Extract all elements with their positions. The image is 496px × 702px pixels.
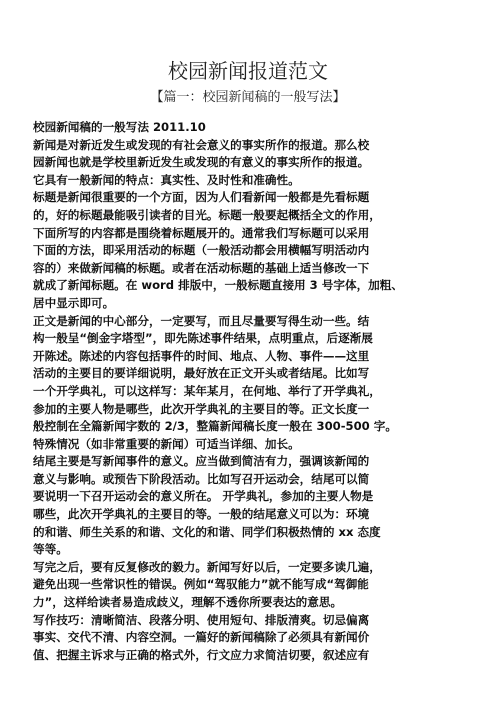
body-line: 等等。	[33, 542, 68, 557]
body-text	[33, 119, 478, 664]
body-line: 校园新闻稿的一般写法 2011.10	[33, 120, 206, 134]
body-line: 下面所写的内容都是围绕着标题展开的。通常我们写标题可以采用	[33, 225, 370, 240]
body-line: 值、把握主诉求与正确的格式外，行文应力求简洁切要，叙述应有	[33, 647, 370, 662]
body-line: 一个开学典礼，可以这样写：某年某月，在何地、举行了开学典礼，	[33, 383, 381, 398]
body-line: 标题是新闻很重要的一个方面，因为人们看新闻一般都是先看标题	[33, 190, 370, 205]
section-heading: 【篇一：校园新闻稿的一般写法】	[150, 90, 346, 105]
body-line: 下面的方法，即采用活动的标题（一般活动都会用横幅写明活动内	[33, 243, 370, 258]
body-line: 特殊情况（如非常重要的新闻）可适当详细、加长。	[33, 436, 300, 451]
body-line: 结尾主要是写新闻事件的意义。应当做到简洁有力，强调该新闻的	[33, 454, 370, 469]
body-line: 避免出现一些常识性的错误。例如“驾驭能力”就不能写成“驾御能	[33, 577, 369, 592]
body-line: 要说明一下召开运动会的意义所在。 开学典礼，参加的主要人物是	[33, 489, 374, 504]
body-line: 就成了新闻标题。在 word 排版中，一般标题直接用 3 号字体，加粗、	[33, 278, 403, 293]
body-line: 构一般呈“倒金字塔型”，即先陈述事件结果，点明重点，后逐渐展	[33, 331, 373, 346]
body-line: 新闻是对新近发生或发现的有社会意义的事实所作的报道。那么校	[33, 137, 370, 152]
body-line: 活动的主要目的要详细说明，最好放在正文开头或者结尾。比如写	[33, 366, 370, 381]
body-line: 的和谐、师生关系的和谐、文化的和谐、同学们积极热情的 xx 态度	[33, 524, 381, 539]
body-line: 哪些，此次开学典礼的主要目的等。一般的结尾意义可以为：环境	[33, 507, 370, 522]
body-line: 它具有一般新闻的特点：真实性、及时性和准确性。	[33, 172, 300, 187]
body-line: 般控制在全篇新闻字数的 2/3，整篇新闻稿长度一般在 300-500 字。	[33, 419, 397, 434]
body-line: 参加的主要人物是哪些，此次开学典礼的主要目的等。正文长度一	[33, 401, 370, 416]
body-line: 的，好的标题最能吸引读者的目光。标题一般要起概括全文的作用，	[33, 207, 381, 222]
body-line: 园新闻也就是学校里新近发生或发现的有意义的事实所作的报道。	[33, 155, 370, 170]
body-line: 容的）来做新闻稿的标题。或者在活动标题的基础上适当修改一下	[33, 260, 370, 275]
body-line: 事实、交代不清、内容空洞。一篇好的新闻稿除了必须具有新闻价	[33, 630, 370, 645]
body-line: 居中显示即可。	[33, 295, 115, 310]
body-line: 力”，这样给读者易造成歧义，理解不透你所要表达的意思。	[33, 595, 343, 610]
body-line: 写完之后，要有反复修改的毅力。新闻写好以后，一定要多读几遍，	[33, 559, 381, 574]
body-line: 正文是新闻的中心部分，一定要写，而且尽量要写得生动一些。结	[33, 313, 370, 328]
body-line: 意义与影响。或预告下阶段活动。比如写召开运动会，结尾可以简	[33, 471, 370, 486]
body-line: 开陈述。陈述的内容包括事件的时间、地点、人物、事件——这里	[33, 348, 370, 363]
body-line: 写作技巧：清晰简洁、段落分明、使用短句、排版清爽。切忌偏离	[33, 612, 370, 627]
page-title: 校园新闻报道范文	[168, 59, 328, 83]
